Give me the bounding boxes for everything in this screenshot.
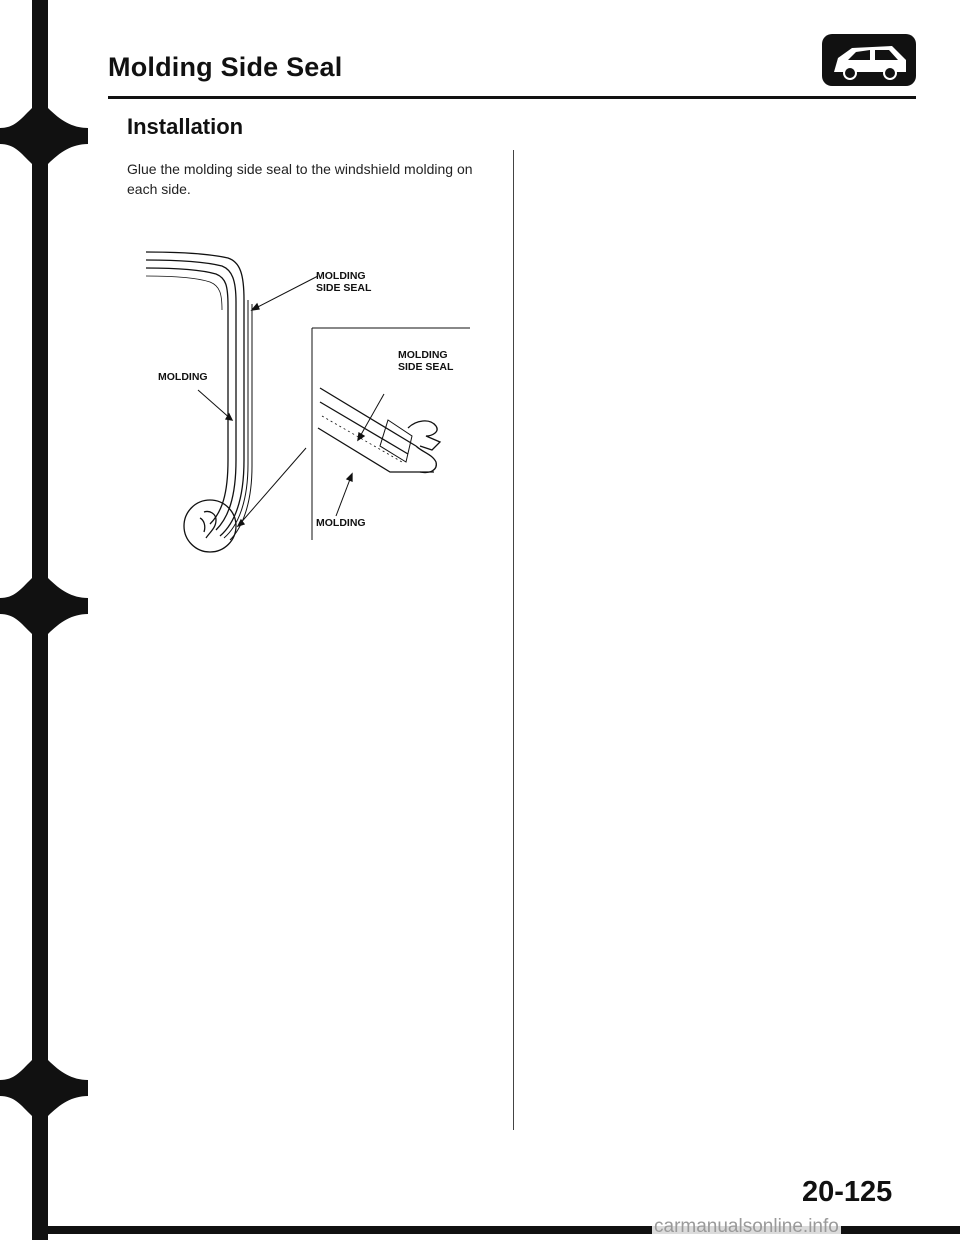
molding-illustration: [140, 240, 480, 570]
page-title: Molding Side Seal: [108, 52, 343, 82]
section-heading: Installation: [127, 114, 244, 139]
callout-molding: MOLDING: [158, 371, 208, 383]
callout-detail-molding-side-seal: MOLDING SIDE SEAL: [398, 349, 454, 373]
title-rule: [108, 96, 916, 99]
binder-tab-strip: [0, 0, 100, 1242]
callout-detail-molding: MOLDING: [316, 517, 366, 529]
column-divider: [513, 150, 514, 1130]
car-icon: [822, 34, 916, 86]
instruction-text: Glue the molding side seal to the windshield molding on each side.: [127, 161, 473, 197]
page-number: 20-125: [802, 1176, 893, 1208]
callout-molding-side-seal: MOLDING SIDE SEAL: [316, 270, 372, 294]
watermark: carmanualsonline.info: [654, 1216, 839, 1237]
